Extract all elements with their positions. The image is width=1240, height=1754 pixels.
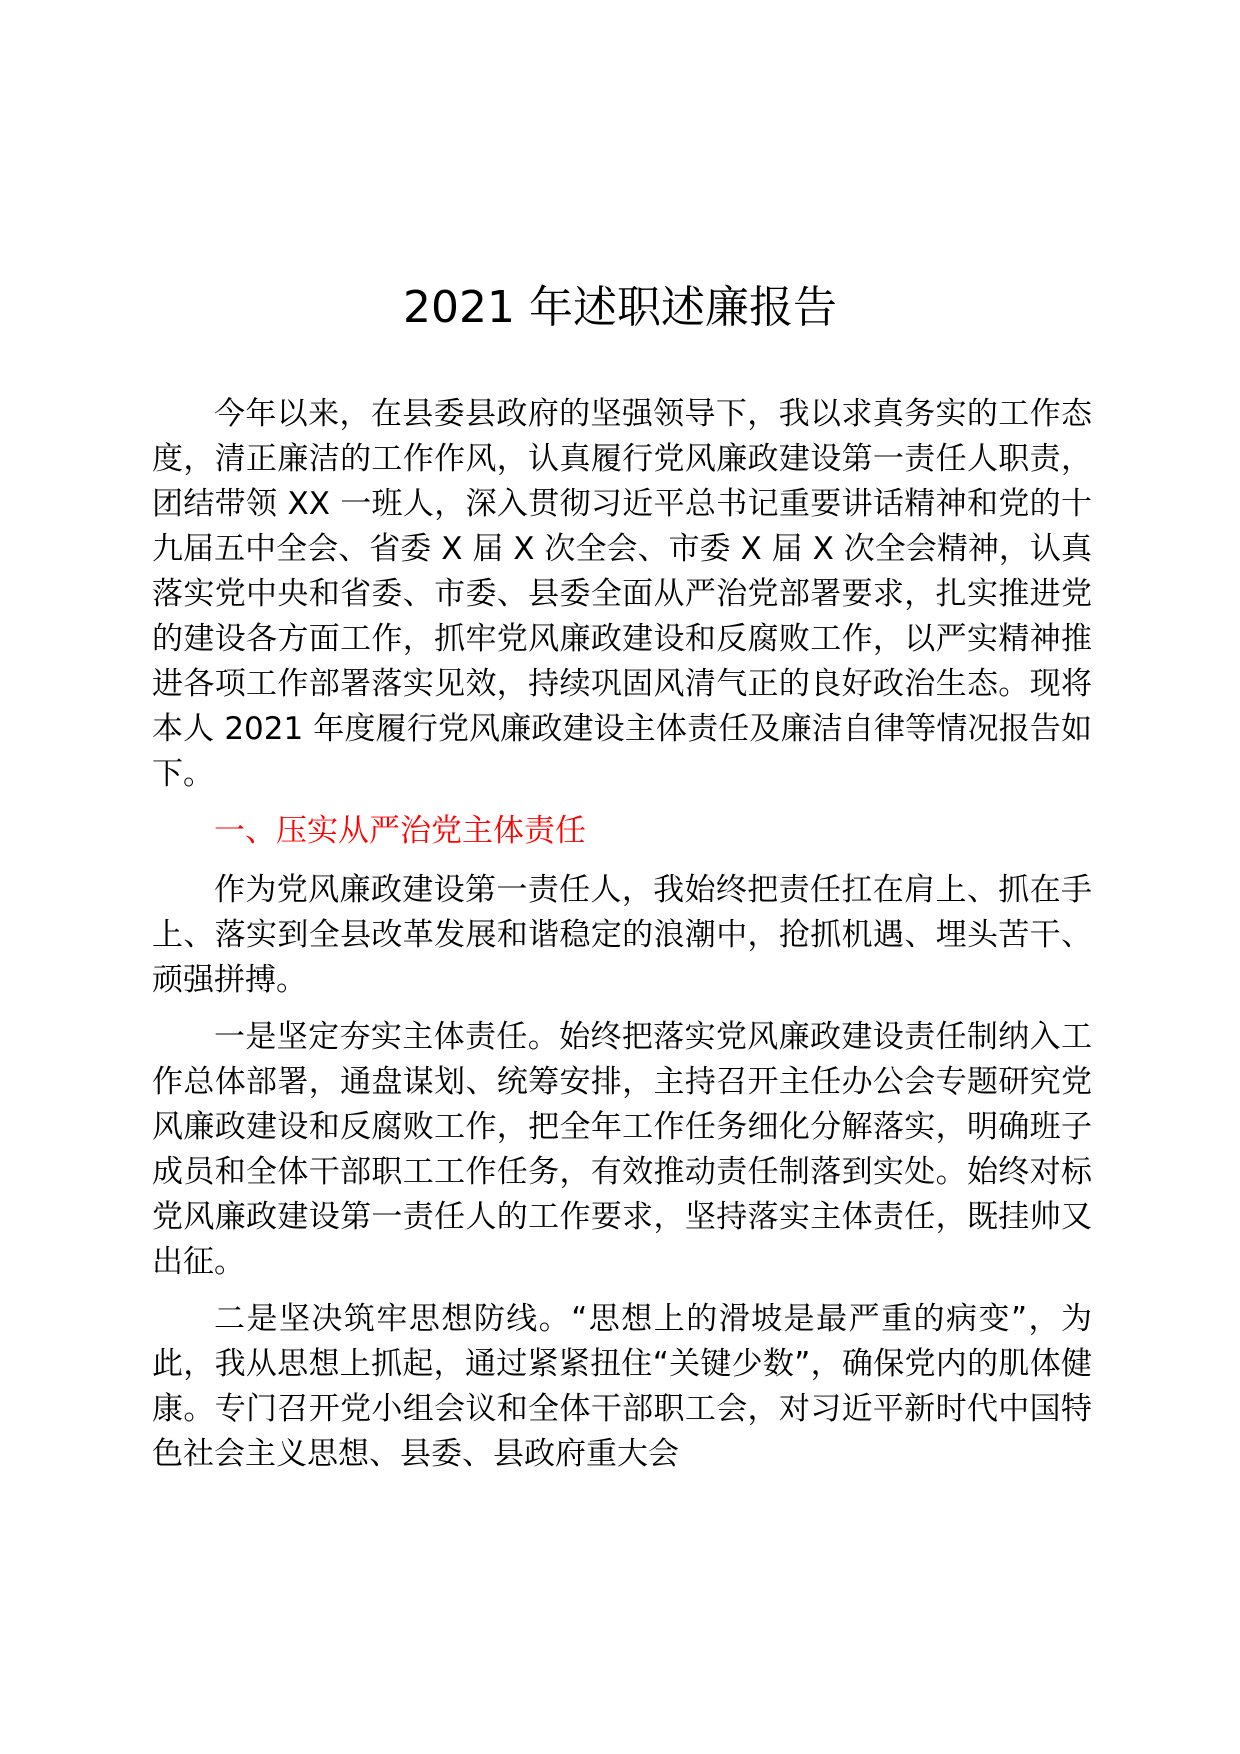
- document-title: 2021 年述职述廉报告: [403, 282, 837, 333]
- intro-paragraph: 今年以来，在县委县政府的坚强领导下，我以求真务实的工作态度，清正廉洁的工作作风，认真履行党风廉政建设第一责任人职责，团结带领 XX 一班人，深入贯彻习近平总书记重要讲话精神和党的十九届五中全会、省委 X 届 X 次全会、市委 X 届 X 次全会精神，认真落实党中央和省委、市委、县委全面从严治党部署要求，扎实推进党的建设各方面工作，抓牢党风廉政建设和反腐败工作，以严实精神推进各项工作部署落实见效，持续巩固风清气正的良好政治生态。现将本人 2021 年度履行党风廉政建设主体责任及廉洁自律等情况报告如下。: [152, 396, 1092, 792]
- section1-paragraph-3: 二是坚决筑牢思想防线。“思想上的滑坡是最严重的病变”，为此，我从思想上抓起，通过紧紧扭住“关键少数”，确保党内的肌体健康。专门召开党小组会议和全体干部职工会，对习近平新时代中国特色社会主义思想、县委、县政府重大会: [152, 1301, 1092, 1472]
- section-heading-1: 一、压实从严治党主体责任: [214, 813, 586, 849]
- section1-paragraph-1: 作为党风廉政建设第一责任人，我始终把责任扛在肩上、抓在手上、落实到全县改革发展和谐稳定的浪潮中，抢抓机遇、埋头苦干、顽强拼搏。: [152, 872, 1092, 998]
- document-body: [152, 392, 1092, 1489]
- section1-paragraph-2: 一是坚定夯实主体责任。始终把落实党风廉政建设责任制纳入工作总体部署，通盘谋划、统筹安排，主持召开主任办公会专题研究党风廉政建设和反腐败工作，把全年工作任务细化分解落实，明确班子成员和全体干部职工工作任务，有效推动责任制落到实处。始终对标党风廉政建设第一责任人的工作要求，坚持落实主体责任，既挂帅又出征。: [152, 1019, 1092, 1280]
